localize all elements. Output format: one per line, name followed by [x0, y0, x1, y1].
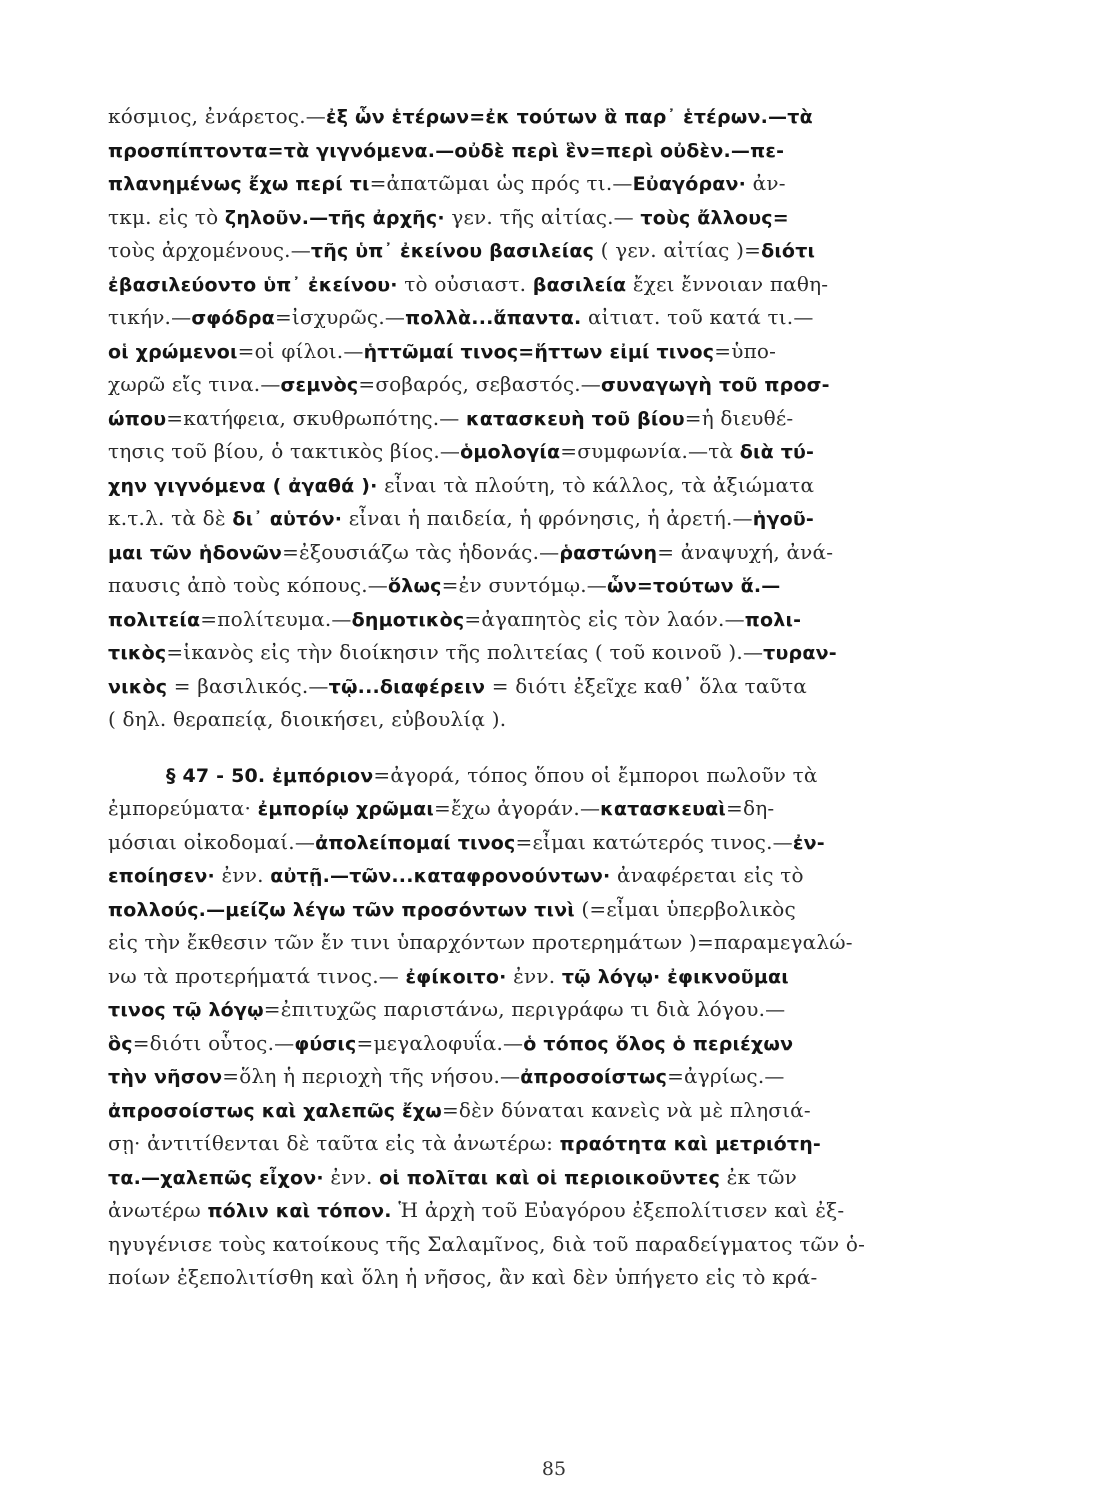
text-line [108, 100, 988, 134]
text-line [108, 502, 988, 536]
lemma-term: τῷ...διαφέρειν [328, 675, 486, 698]
lemma-term: ἀπολείπομαί τινος [315, 831, 516, 854]
gloss-text: κ.τ.λ. τὰ δὲ [108, 506, 233, 530]
gloss-text: =ἐν συντόμῳ.— [441, 573, 607, 597]
gloss-text: τκμ. εἰς τὸ [108, 204, 225, 229]
lemma-term: πολι- [744, 608, 802, 631]
text-line [108, 569, 988, 603]
lemma-term: πολλὰ...ἅπαντα. [405, 307, 582, 329]
lemma-term: πολιτεία [108, 608, 201, 631]
text-line [108, 1094, 988, 1128]
lemma-term: ὧν=τούτων ἅ.— [607, 575, 781, 597]
lemma-term: βασιλεία [532, 273, 627, 296]
lemma-term: δημοτικὸς [351, 608, 465, 631]
text-line [108, 670, 988, 704]
gloss-text: ηγυγένισε τοὺς κατοίκους τῆς Σαλαμῖνος, διὰ τοῦ παραδείγματος τῶν ὁ- [108, 1231, 866, 1256]
lemma-term: τοὺς ἄλλους= [640, 206, 789, 229]
gloss-text: ποίων ἐξεπολιτίσθη καὶ ὅλη ἡ νῆσος, ἂν καὶ δὲν ὑπήγετο εἰς τὸ κρά- [108, 1265, 818, 1289]
lemma-term: ἐμπορίῳ χρῶμαι [257, 798, 434, 820]
lemma-term: συναγωγὴ τοῦ προσ- [601, 374, 830, 396]
gloss-text: ἀν- [746, 171, 786, 195]
lemma-term: ἡττῶμαί τινος=ἥττων εἰμί τινος [363, 340, 715, 363]
lemma-term: προσπίπτοντα=τὰ γιγνόμενα.—οὐδὲ περὶ ἓν=περὶ οὐδὲν.—πε- [108, 139, 785, 162]
gloss-text: =διότι οὗτος.— [132, 1030, 295, 1055]
commentary-text-block [108, 100, 988, 1295]
gloss-text: =δη- [726, 796, 775, 820]
lemma-term: οἱ χρώμενοι [108, 340, 238, 363]
text-line [108, 1060, 988, 1094]
lemma-term: ἀπροσοίστως [520, 1066, 668, 1088]
lemma-term: πραότητα καὶ μετριότη- [559, 1133, 822, 1155]
gloss-text: =ὅλη ἡ περιοχὴ τῆς νήσου.— [222, 1064, 521, 1088]
text-line [108, 469, 988, 503]
gloss-text: =ἱκανὸς εἰς τὴν διοίκησιν τῆς πολιτείας ( τοῦ κοινοῦ ).— [166, 640, 764, 664]
gloss-text: νω τὰ προτερήματά τινος.— [108, 963, 406, 988]
gloss-text: τησις τοῦ βίου, ὁ τακτικὸς βίος.— [108, 439, 461, 463]
text-line [108, 368, 988, 402]
lemma-term: πλανημένως ἔχω περί τι [108, 173, 370, 195]
text-line [108, 335, 988, 369]
gloss-text: ἐνν. [214, 863, 271, 887]
lemma-term: ἐξ ὧν ἑτέρων=ἐκ τούτων ἃ παρ᾿ ἑτέρων.—τὰ [325, 106, 813, 128]
lemma-term: ἡγοῦ- [752, 508, 814, 530]
lemma-term: χην γιγνόμενα ( ἀγαθά )· [108, 474, 378, 497]
text-line [108, 1027, 988, 1061]
text-line [108, 201, 988, 235]
lemma-term: νικὸς [108, 675, 168, 698]
gloss-text: =ἀπατῶμαι ὡς πρός τι.— [369, 171, 633, 195]
gloss-text: τοὺς ἀρχομένους.— [108, 238, 311, 262]
text-line [108, 859, 988, 893]
lemma-term: ἐφίκοιτο· [405, 965, 507, 988]
paragraph-2 [108, 759, 988, 1295]
text-line [108, 167, 988, 201]
lemma-term: ἐβασιλεύοντο ὑπ᾿ ἐκείνου· [108, 273, 398, 296]
text-line [108, 536, 988, 570]
gloss-text: (=εἶμαι ὑπερβολικὸς [574, 896, 796, 921]
gloss-text: γεν. τῆς αἰτίας.— [444, 204, 641, 229]
lemma-term: τα.—χαλεπῶς εἶχον· [108, 1166, 324, 1189]
lemma-term: αὐτῇ.—τῶν...καταφρονούντων· [270, 865, 611, 887]
text-line [108, 234, 988, 268]
lemma-term: κατασκευαὶ [600, 798, 727, 820]
lemma-term: Εὐαγόραν· [632, 173, 747, 195]
gloss-text: εἶναι ἡ παιδεία, ἡ φρόνησις, ἡ ἀρετή.— [342, 506, 753, 530]
text-line [108, 960, 988, 994]
text-line [108, 134, 988, 168]
gloss-text: =ἡ διευθέ- [684, 405, 794, 430]
lemma-term: ὁμολογία [460, 441, 561, 463]
gloss-text: ἀναφέρεται εἰς τὸ [610, 863, 804, 887]
gloss-text: ἔχει ἔννοιαν παθη- [626, 271, 829, 296]
gloss-text: =ὑπο- [714, 338, 777, 363]
page-number: 85 [541, 1458, 567, 1480]
gloss-text: =σοβαρός, σεβαστός.— [358, 372, 601, 396]
text-line [108, 268, 988, 302]
gloss-text: ἐμπορεύματα· [108, 796, 258, 820]
lemma-term: δι᾿ αὑτόν· [232, 508, 343, 530]
gloss-text: κόσμιος, ἐνάρετος.— [108, 104, 326, 128]
lemma-term: διὰ τύ- [739, 441, 815, 463]
gloss-text: παυσις ἀπὸ τοὺς κόπους.— [108, 573, 388, 597]
gloss-text: =ἔχω ἀγοράν.— [433, 796, 601, 820]
lemma-term: μαι τῶν ἡδονῶν [108, 541, 283, 564]
gloss-text: ἀνωτέρω [108, 1198, 208, 1222]
lemma-term: τικὸς [108, 642, 167, 664]
gloss-text: αἰτιατ. τοῦ κατά τι.— [581, 305, 814, 329]
lemma-term: φύσις [294, 1032, 357, 1055]
lemma-term: τῷ λόγῳ· ἐφικνοῦμαι [561, 965, 789, 988]
gloss-text: = διότι ἐξεῖχε καθ᾿ ὅλα ταῦτα [485, 673, 807, 698]
gloss-text: Ἡ ἀρχὴ τοῦ Εὐαγόρου ἐξεπολίτισεν καὶ ἐξ- [391, 1198, 845, 1222]
lemma-term: τινος τῷ λόγῳ [108, 999, 264, 1021]
text-line [108, 301, 988, 335]
lemma-term: ἐν- [792, 831, 825, 854]
text-line [108, 1194, 988, 1228]
lemma-term: ώπου [108, 407, 167, 430]
text-line [108, 1261, 988, 1295]
gloss-text: =ἐξουσιάζω τὰς ἡδονάς.— [282, 539, 560, 564]
gloss-text: =ἀγρίως.— [667, 1064, 785, 1088]
gloss-text: =ἀγαπητὸς εἰς τὸν λαόν.— [464, 606, 745, 631]
lemma-term: τὴν νῆσον [108, 1066, 223, 1088]
gloss-text: ἐνν. [323, 1164, 380, 1189]
gloss-text: =κατήφεια, σκυθρωπότης.— [166, 405, 467, 430]
gloss-text: = ἀναψυχή, ἀνά- [657, 539, 834, 564]
gloss-text: =εἶμαι κατώτερός τινος.— [515, 829, 793, 854]
text-line [108, 993, 988, 1027]
gloss-text: =ἀγορά, τόπος ὅπου οἱ ἔμποροι πωλοῦν τὰ [373, 762, 818, 787]
gloss-text: μόσιαι οἰκοδομαί.— [108, 829, 316, 854]
lemma-term: τῆς ὑπ᾿ ἐκείνου βασιλείας [310, 240, 595, 262]
gloss-text: =δὲν δύναται κανεὶς νὰ μὲ πλησιά- [441, 1097, 811, 1122]
gloss-text: ( γεν. αἰτίας )= [594, 238, 762, 262]
gloss-text: σῃ· ἀντιτίθενται δὲ ταῦτα εἰς τὰ ἀνωτέρω: [108, 1131, 560, 1155]
lemma-term: ὃς [108, 1032, 133, 1055]
text-line [108, 703, 988, 737]
text-line [108, 636, 988, 670]
lemma-term: ὁ τόπος ὅλος ὁ περιέχων [523, 1032, 794, 1055]
text-line [108, 893, 988, 927]
text-line [108, 926, 988, 960]
lemma-term: πόλιν καὶ τόπον. [207, 1200, 392, 1222]
gloss-text: =συμφωνία.—τὰ [560, 439, 740, 463]
gloss-text: εἰς τὴν ἔκθεσιν τῶν ἔν τινι ὑπαρχόντων προτερημάτων )=παραμεγαλώ- [108, 930, 853, 954]
gloss-text: = βασιλικός.— [167, 673, 329, 698]
gloss-text: =ἰσχυρῶς.— [274, 305, 406, 329]
lemma-term: διότι [761, 240, 816, 262]
lemma-term: ὅλως [387, 575, 442, 597]
lemma-term: εποίησεν· [108, 865, 215, 887]
text-line [108, 1127, 988, 1161]
lemma-term: σεμνὸς [280, 374, 359, 396]
lemma-term: σφόδρα [191, 307, 275, 329]
lemma-term: κατασκευὴ τοῦ βίου [466, 407, 685, 430]
lemma-term: ῥαστώνη [559, 541, 658, 564]
gloss-text: =μεγαλοφυΐα.— [356, 1030, 524, 1055]
gloss-text: εἶναι τὰ πλούτη, τὸ κάλλος, τὰ ἀξιώματα [377, 472, 815, 497]
text-line [108, 1161, 988, 1195]
text-line [108, 435, 988, 469]
gloss-text: =πολίτευμα.— [200, 606, 352, 631]
lemma-term: οἱ πολῖται καὶ οἱ περιοικοῦντες [379, 1166, 721, 1189]
text-line [108, 1228, 988, 1262]
gloss-text: =οἱ φίλοι.— [237, 338, 364, 363]
gloss-text: τικήν.— [108, 305, 192, 329]
text-line [108, 603, 988, 637]
gloss-text: =ἐπιτυχῶς παριστάνω, περιγράφω τι διὰ λόγου.— [263, 997, 786, 1021]
text-line [108, 402, 988, 436]
gloss-text: ( δηλ. θεραπείᾳ, διοικήσει, εὐβουλίᾳ ). [108, 707, 507, 731]
text-line [108, 826, 988, 860]
text-line [108, 792, 988, 826]
lemma-term: τυραν- [763, 642, 837, 664]
gloss-text: τὸ οὐσιαστ. [397, 271, 533, 296]
gloss-text: ἐκ τῶν [720, 1164, 797, 1189]
gloss-text: ἐνν. [506, 963, 562, 988]
paragraph-1 [108, 100, 988, 737]
text-line [108, 759, 988, 793]
lemma-term: ἀπροσοίστως καὶ χαλεπῶς ἔχω [108, 1099, 442, 1122]
paragraph-gap [108, 737, 988, 759]
lemma-term: § 47 - 50. ἐμπόριον [166, 764, 374, 787]
gloss-text: χωρῶ εἴς τινα.— [108, 372, 281, 396]
lemma-term: πολλούς.—μείζω λέγω τῶν προσόντων τινὶ [108, 898, 575, 921]
lemma-term: ζηλοῦν.—τῆς ἀρχῆς· [224, 206, 445, 229]
